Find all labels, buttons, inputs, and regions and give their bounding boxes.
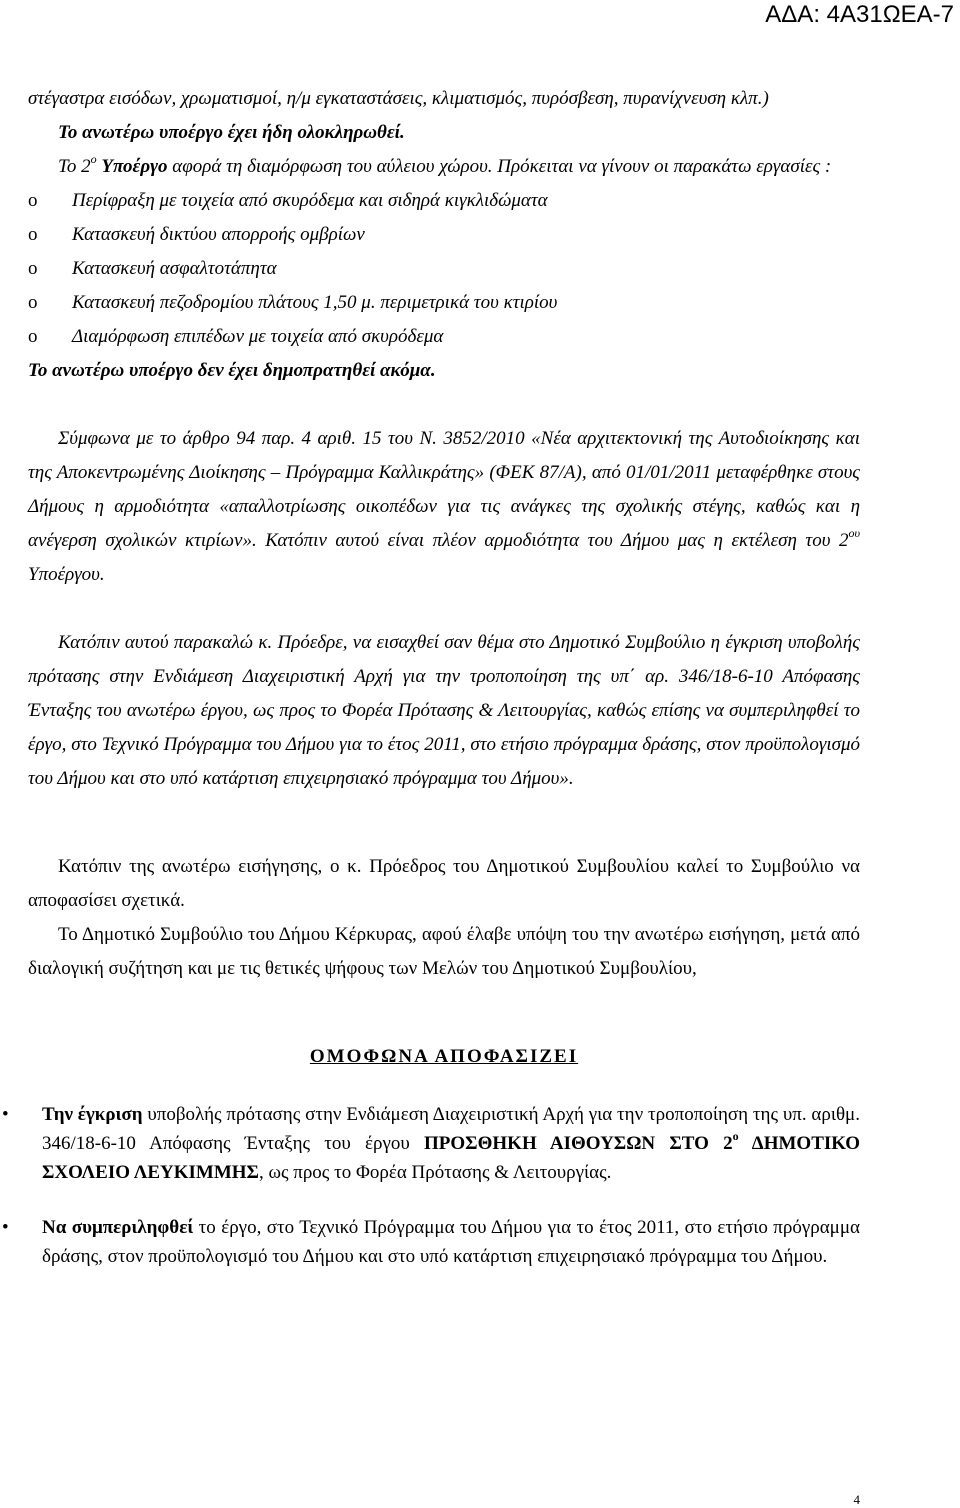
closing-paragraph-2: Το Δημοτικό Συμβούλιο του Δήμου Κέρκυρας, αφού έλαβε υπόψη του την ανωτέρω εισήγηση, μετά από διαλογική συζήτηση και με τις θετικές ψήφους των Μελών του Δημοτικού Συμβουλίου,: [28, 924, 860, 979]
list-item-text: Διαμόρφωση επιπέδων με τοιχεία από σκυρόδεμα: [72, 326, 444, 347]
document-page: [2, 82, 861, 1271]
project-title-sup: ο: [732, 1129, 739, 1143]
circle-bullet-icon: o: [28, 190, 38, 211]
decision-item-2-text: το έργο, στο Τεχνικό Πρόγραμμα του Δήμου για το έτος 2011, στο ετήσιο πρόγραμμα δράσης, στον προϋπολογισμό του Δήμου και στο υπό κατάρτιση επιχειρησιακό πρόγραμμα του Δήμου.: [42, 1217, 860, 1267]
circle-bullet-icon: o: [28, 292, 38, 313]
closing-paragraph-1: Κατόπιν της ανωτέρω εισήγησης, ο κ. Πρόεδρος του Δημοτικού Συμβουλίου καλεί το Συμβούλιο να αποφασίσει σχετικά.: [28, 856, 860, 911]
list-item-text: Κατασκευή ασφαλτοτάπητα: [72, 258, 277, 279]
subproject2-label: Υποέργο: [101, 156, 168, 177]
para-facility-works: στέγαστρα εισόδων, χρωματισμοί, η/μ εγκαταστάσεις, κλιματισμός, πυρόσβεση, πυρανίχνευση κλπ.): [28, 88, 769, 109]
decision-heading: ΟΜΟΦΩΝΑ ΑΠΟΦΑΣΙΖΕΙ: [309, 1046, 579, 1067]
bullet-icon: •: [2, 1104, 9, 1125]
decision-item-1-lead: Την έγκριση: [42, 1104, 143, 1125]
subproject2-intro: [28, 150, 860, 184]
project-title-post: ΔΗΜΟΤΙΚΟ ΣΧΟΛΕΙΟ ΛΕΥΚΙΜΜΗΣ: [42, 1133, 861, 1183]
ada-code: ΑΔΑ: 4Α31ΩΕΑ-7: [765, 1, 954, 28]
page-number: 4: [853, 1492, 860, 1507]
decision-item-2: [2, 1213, 860, 1271]
works-list: [28, 184, 860, 354]
list-item: [28, 184, 860, 218]
decision-item-1-tail: , ως προς το Φορέα Πρότασης & Λειτουργίας.: [258, 1162, 612, 1183]
list-item-text: Περίφραξη με τοιχεία από σκυρόδεμα και σιδηρά κιγκλιδώματα: [72, 190, 548, 211]
subproject2-lead-text: αφορά τη διαμόρφωση του αύλειου χώρου. Πρόκειται να γίνουν οι παρακάτω εργασίες :: [167, 156, 832, 177]
decision-list-2: [2, 1213, 860, 1271]
list-item: [28, 218, 860, 252]
list-item: [28, 252, 860, 286]
decision-item-1-text: υποβολής πρότασης στην Ενδιάμεση Διαχειριστική Αρχή για την τροποποίηση της υπ. αριθμ. 346/18-6-10 Απόφασης Ένταξης του έργου: [42, 1104, 860, 1154]
decision-list: [2, 1100, 861, 1187]
subproject2-lead-pre: Το 2: [58, 156, 91, 177]
law-paragraph-tail: Υποέργου.: [28, 564, 105, 585]
completed-note: Το ανωτέρω υποέργο έχει ήδη ολοκληρωθεί.: [58, 122, 405, 143]
circle-bullet-icon: o: [28, 258, 38, 279]
list-item-text: Κατασκευή δικτύου απορροής ομβρίων: [72, 224, 365, 245]
project-title-pre: ΠΡΟΣΘΗΚΗ ΑΙΘΟΥΣΩΝ ΣΤΟ 2: [424, 1133, 733, 1154]
bullet-icon: •: [2, 1217, 9, 1238]
decision-item-1: [2, 1100, 861, 1187]
circle-bullet-icon: o: [28, 224, 38, 245]
law-paragraph: [28, 422, 860, 592]
decision-item-2-lead: Να συμπεριληφθεί: [42, 1217, 194, 1238]
circle-bullet-icon: o: [28, 326, 38, 347]
list-item: [28, 286, 860, 320]
subproject2-lead-sup: ο: [90, 152, 97, 166]
law-paragraph-sup: ου: [848, 526, 860, 540]
list-item-text: Κατασκευή πεζοδρομίου πλάτους 1,50 μ. περιμετρικά του κτιρίου: [72, 292, 558, 313]
not-auctioned-note: Το ανωτέρω υποέργο δεν έχει δημοπρατηθεί ακόμα.: [28, 360, 436, 381]
law-paragraph-text: Σύμφωνα με το άρθρο 94 παρ. 4 αριθ. 15 του Ν. 3852/2010 «Νέα αρχιτεκτονική της Αυτοδιοίκησης και της Αποκεντρωμένης Διοίκησης – Πρόγραμμα Καλλικράτης» (ΦΕΚ 87/Α), από 01/01/2011 μεταφέρθηκε στους Δήμους η αρμοδιότητα «απαλλοτρίωσης οικοπέδων για τις ανάγκες της σχολικής στέγης, καθώς και η ανέγερση σχολικών κτιρίων». Κατόπιν αυτού είναι πλέον αρμοδιότητα του Δήμου μας η εκτέλεση του 2: [28, 428, 860, 551]
request-paragraph: Κατόπιν αυτού παρακαλώ κ. Πρόεδρε, να εισαχθεί σαν θέμα στο Δημοτικό Συμβούλιο η έγκριση υποβολής πρότασης στην Ενδιάμεση Διαχειριστική Αρχή για την τροποποίηση της υπ΄ αρ. 346/18-6-10 Απόφασης Ένταξης του ανωτέρω έργου, ως προς το Φορέα Πρότασης & Λειτουργίας, καθώς επίσης να συμπεριληφθεί το έργο, στο Τεχνικό Πρόγραμμα του Δήμου για το έτος 2011, στο ετήσιο πρόγραμμα δράσης, στον προϋπολογισμό του Δήμου και στο υπό κατάρτιση επιχειρησιακό πρόγραμμα του Δήμου».: [28, 632, 860, 789]
list-item: [28, 320, 860, 354]
